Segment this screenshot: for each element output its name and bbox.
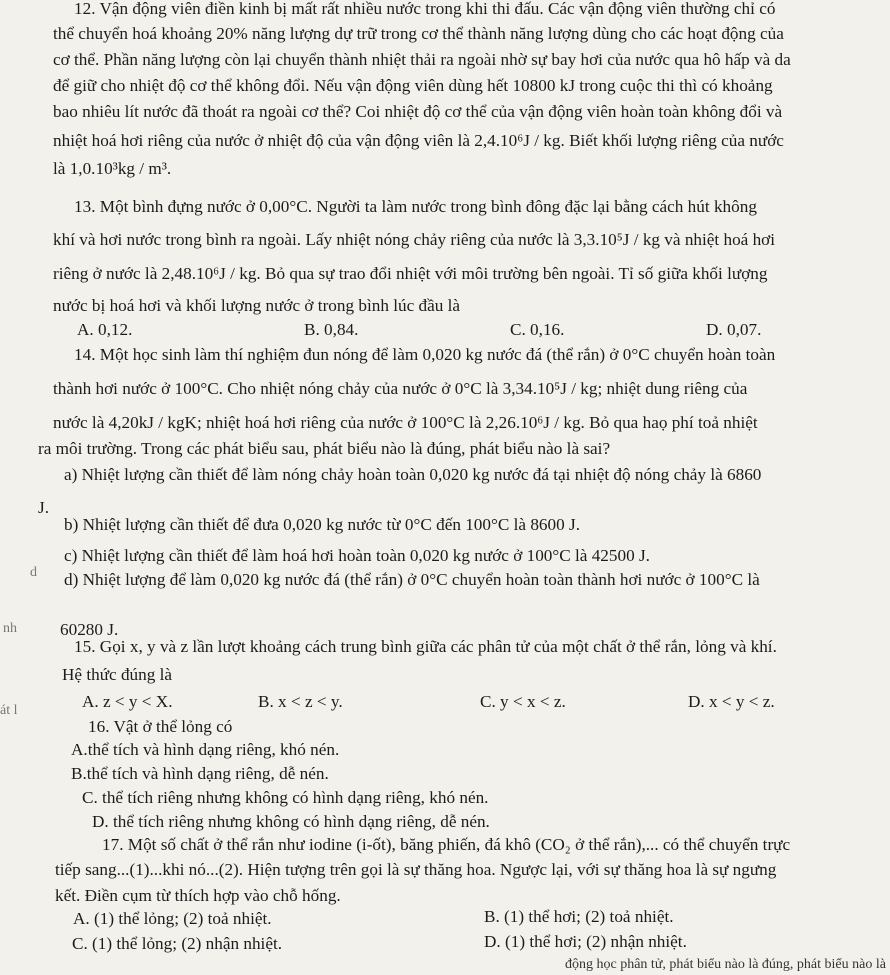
q17-line-2: tiếp sang...(1)...khi nó...(2). Hiện tượng trên gọi là sự thăng hoa. Ngược lại, với sự thăng hoa là sự ngưng xyxy=(55,860,777,879)
q12-line-6: nhiệt hoá hơi riêng của nước ở nhiệt độ của vận động viên là 2,4.10⁶J / kg. Biết khối lượng riêng của nước xyxy=(53,131,784,150)
q14-line-3: nước là 4,20kJ / kgK; nhiệt hoá hơi riêng của nước ở 100°C là 2,26.10⁶J / kg. Bỏ qua haọ phí toả nhiệt xyxy=(53,413,758,432)
q17-line-3: kết. Điền cụm từ thích hợp vào chỗ hống. xyxy=(55,886,341,905)
q17-line-1: 17. Một số chất ở thể rắn như iodine (i-ốt), băng phiến, đá khô (CO₂ ở thể rắn),... có thể chuyển trực xyxy=(102,835,791,854)
q17-option-c: C. (1) thể lỏng; (2) nhận nhiệt. xyxy=(72,934,283,953)
q13-line-3: riêng ở nước là 2,48.10⁶J / kg. Bỏ qua sự trao đổi nhiệt với môi trường bên ngoài. Tỉ số giữa khối lượng xyxy=(53,264,768,283)
q12-line-5: bao nhiêu lít nước đã thoát ra ngoài cơ thể? Coi nhiệt độ cơ thể của vận động viên hoàn toàn không đổi và xyxy=(53,102,783,121)
q16-option-d: D. thể tích riêng nhưng không có hình dạng riêng, dễ nén. xyxy=(92,812,490,831)
q14-statement-b: b) Nhiệt lượng cần thiết để đưa 0,020 kg nước từ 0°C đến 100°C là 8600 J. xyxy=(64,515,580,534)
q14-line-1: 14. Một học sinh làm thí nghiệm đun nóng để làm 0,020 kg nước đá (thể rắn) ở 0°C chuyển hoàn toàn xyxy=(74,345,776,364)
q12-line-1: 12. Vận động viên điền kinh bị mất rất nhiều nước trong khi thi đấu. Các vận động viên thường chỉ có xyxy=(74,0,776,18)
q17-option-d: D. (1) thể hơi; (2) nhận nhiệt. xyxy=(484,932,687,951)
q13-option-c: C. 0,16. xyxy=(510,320,565,339)
q17-option-b: B. (1) thể hơi; (2) toả nhiệt. xyxy=(484,907,674,926)
q13-option-d: D. 0,07. xyxy=(706,320,762,339)
margin-mark-1: d xyxy=(30,565,37,580)
q14-statement-a: a) Nhiệt lượng cần thiết để làm nóng chảy hoàn toàn 0,020 kg nước đá tại nhiệt độ nóng chảy là 6860 xyxy=(64,465,762,484)
q13-option-b: B. 0,84. xyxy=(304,320,359,339)
q13-line-1: 13. Một bình đựng nước ở 0,00°C. Người ta làm nước trong bình đông đặc lại bằng cách hút không xyxy=(74,197,757,216)
q15-line-2: Hệ thức đúng là xyxy=(62,665,173,684)
q15-option-d: D. x < y < z. xyxy=(688,692,775,711)
q14-statement-a-cont: J. xyxy=(38,498,49,517)
q14-statement-d: d) Nhiệt lượng để làm 0,020 kg nước đá (thể rắn) ở 0°C chuyển hoàn toàn thành hơi nước ở 100°C là xyxy=(64,570,760,589)
q14-line-4: ra môi trường. Trong các phát biểu sau, phát biểu nào là đúng, phát biểu nào là sai? xyxy=(38,439,611,458)
q12-line-4: để giữ cho nhiệt độ cơ thể không đổi. Nếu vận động viên dùng hết 10800 kJ trong cuộc thi thì có khoảng xyxy=(53,76,773,95)
q14-line-2: thành hơi nước ở 100°C. Cho nhiệt nóng chảy của nước ở 0°C là 3,34.10⁵J / kg; nhiệt dung riêng của xyxy=(53,379,748,398)
q14-statement-d-cont: 60280 J. xyxy=(60,620,119,639)
q15-line-1: 15. Gọi x, y và z lần lượt khoảng cách trung bình giữa các phân tử của một chất ở thể rắn, lỏng và khí. xyxy=(74,637,777,656)
q12-line-2: thể chuyển hoá khoảng 20% năng lượng dự trữ trong cơ thể thành năng lượng dùng cho các hoạt động của xyxy=(53,24,784,43)
q16-option-a: A.thể tích và hình dạng riêng, khó nén. xyxy=(71,740,340,759)
q15-option-a: A. z < y < X. xyxy=(82,692,173,711)
q15-option-b: B. x < z < y. xyxy=(258,692,343,711)
q13-line-2: khí và hơi nước trong bình ra ngoài. Lấy nhiệt nóng chảy riêng của nước là 3,3.10⁵J / kg và nhiệt hoá hơi xyxy=(53,230,776,249)
margin-mark-3: át l xyxy=(0,703,18,718)
q13-line-4: nước bị hoá hơi và khối lượng nước ở trong bình lúc đầu là xyxy=(53,296,461,315)
q16-title: 16. Vật ở thể lỏng có xyxy=(88,717,233,736)
q17-option-a: A. (1) thể lỏng; (2) toả nhiệt. xyxy=(73,909,272,928)
q13-option-a: A. 0,12. xyxy=(77,320,133,339)
margin-mark-2: nh xyxy=(3,621,17,636)
q16-option-c: C. thể tích riêng nhưng không có hình dạng riêng, khó nén. xyxy=(82,788,489,807)
q12-line-3: cơ thể. Phần năng lượng còn lại chuyển thành nhiệt thải ra ngoài nhờ sự bay hơi của nước qua hô hấp và da xyxy=(53,50,791,69)
q14-statement-c: c) Nhiệt lượng cần thiết để làm hoá hơi hoàn toàn 0,020 kg nước ở 100°C là 42500 J. xyxy=(64,546,650,565)
bottom-cutoff-text: động học phân tử, phát biểu nào là đúng, phát biểu nào là xyxy=(565,957,886,972)
q16-option-b: B.thể tích và hình dạng riêng, dễ nén. xyxy=(71,764,329,783)
q12-line-7: là 1,0.10³kg / m³. xyxy=(53,159,172,178)
q15-option-c: C. y < x < z. xyxy=(480,692,566,711)
